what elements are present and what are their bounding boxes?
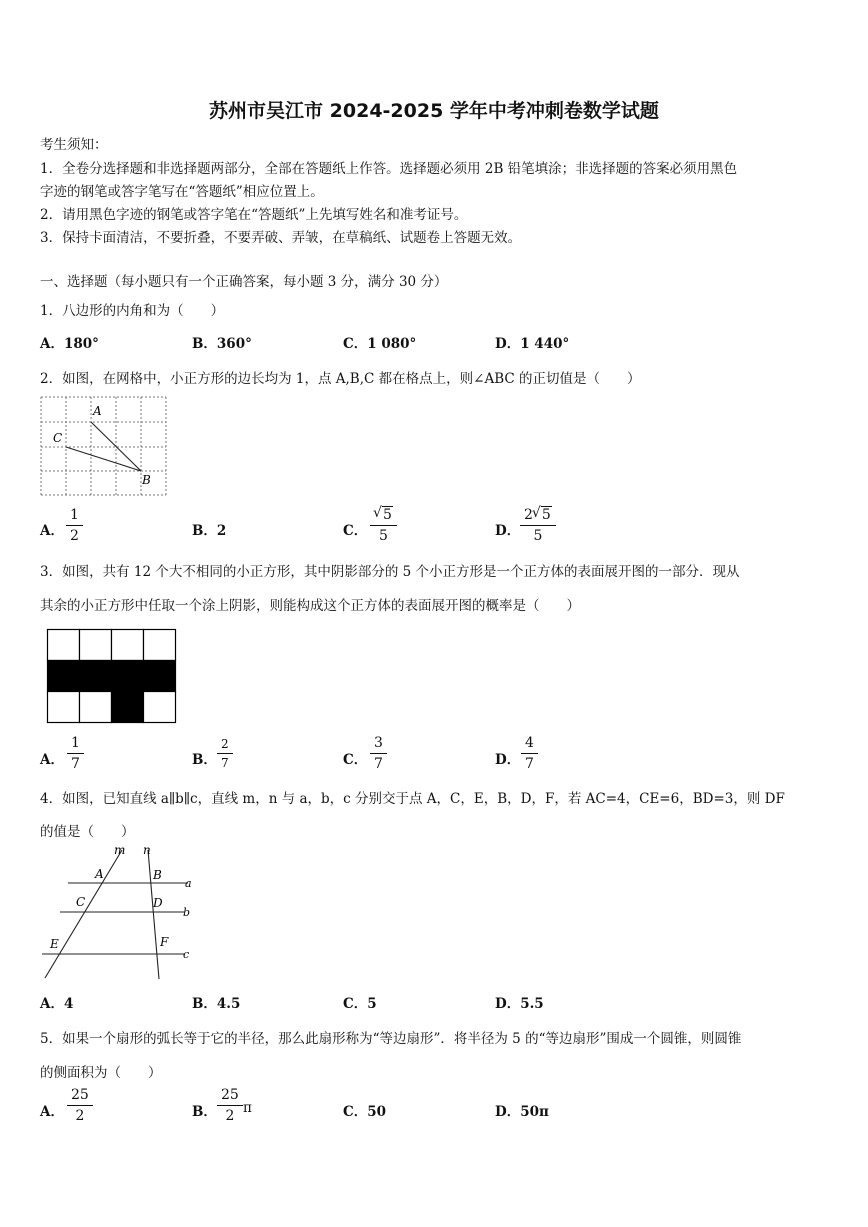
q2-a-numerator: 1 <box>70 507 79 523</box>
q3-c-denominator: 7 <box>370 753 387 771</box>
q3-c-numerator: 3 <box>374 735 383 751</box>
q3-blank-square <box>80 630 112 661</box>
q5-a-numerator: 25 <box>71 1087 89 1103</box>
notice-line-1: 1．全卷分选择题和非选择题两部分，全部在答题纸上作答。选择题必须用 2B 铅笔填涂；非选择题的答案必须用黑色 <box>40 161 738 177</box>
q4-label-line-a: a <box>185 877 192 890</box>
q4-label-A: A <box>95 867 104 881</box>
notice-line-3: 2．请用黑色字迹的钢笔或答字笔在“答题纸”上先填写姓名和准考证号。 <box>40 207 468 223</box>
q2-option-b: B．2 <box>192 523 227 539</box>
q3-shaded-square <box>112 661 144 692</box>
q4-label-line-b: b <box>183 906 191 919</box>
q4-label-E: E <box>50 937 59 951</box>
q5-option-b-letter: B． <box>192 1104 217 1120</box>
q2-label-c: C <box>53 431 63 445</box>
q2-d-radicand: 5 <box>541 507 551 523</box>
notice-heading: 考生须知： <box>40 137 108 153</box>
q3-blank-square <box>48 630 80 661</box>
q4-label-C: C <box>76 895 86 909</box>
q4-label-line-c: c <box>183 948 190 961</box>
q3-square-grid <box>46 628 178 725</box>
q2-option-d-letter: D． <box>495 523 521 539</box>
q5-option-b-pi: π <box>243 1100 252 1116</box>
q2-option-a-letter: A． <box>40 523 64 539</box>
q1-option-a: A．180° <box>40 336 99 352</box>
q2-d-coefficient: 2 <box>524 507 533 523</box>
q2-option-a-fraction <box>68 508 81 543</box>
q3-d-numerator: 4 <box>525 735 534 751</box>
q3-blank-square <box>144 692 176 723</box>
q4-label-B: B <box>153 868 162 882</box>
q2-label-b: B <box>142 473 151 487</box>
q3-b-denominator: 7 <box>217 753 233 769</box>
q5-b-denominator: 2 <box>217 1105 243 1123</box>
q3-shaded-square <box>80 661 112 692</box>
q3-option-c-letter: C． <box>343 752 368 768</box>
q3-blank-square <box>80 692 112 723</box>
q1-option-c: C．1 080° <box>343 336 417 352</box>
q3-shaded-square <box>144 661 176 692</box>
q2-grid-figure <box>40 396 170 498</box>
q3-option-a-fraction <box>69 736 82 771</box>
q4-option-c: C．5 <box>343 996 377 1012</box>
question-2-stem: 2．如图，在网格中，小正方形的边长均为 1，点 A,B,C 都在格点上，则∠ABC 的正切值是（ ） <box>40 371 641 387</box>
question-1-stem: 1．八边形的内角和为（ ） <box>40 303 225 319</box>
notice-line-4: 3．保持卡面清洁，不要折叠，不要弄破、弄皱，在草稿纸、试题卷上答题无效。 <box>40 230 522 246</box>
notice-line-2: 字迹的钢笔或答字笔写在“答题纸”相应位置上。 <box>40 184 324 200</box>
q5-a-denominator: 2 <box>67 1105 93 1123</box>
q5-option-a-fraction <box>69 1088 91 1123</box>
q3-option-d-letter: D． <box>495 752 521 768</box>
q4-option-a: A．4 <box>40 996 74 1012</box>
q4-option-d: D．5.5 <box>495 996 544 1012</box>
q5-option-a-letter: A． <box>40 1104 64 1120</box>
q3-shaded-square <box>48 661 80 692</box>
q3-option-a-letter: A． <box>40 752 64 768</box>
q2-d-denominator: 5 <box>520 525 556 543</box>
q2-a-denominator: 2 <box>66 525 83 543</box>
q3-option-b-fraction <box>219 738 231 769</box>
q5-b-numerator: 25 <box>221 1087 239 1103</box>
page-title: 苏州市吴江市 2024-2025 学年中考冲刺卷数学试题 <box>209 100 659 122</box>
q3-blank-square <box>112 630 144 661</box>
q4-label-m: m <box>114 843 126 857</box>
q1-option-b: B．360° <box>192 336 252 352</box>
q5-option-c: C．50 <box>343 1104 387 1120</box>
q4-label-n: n <box>143 843 151 857</box>
question-5-stem-line-2: 的侧面积为（ ） <box>40 1065 162 1081</box>
q2-label-a: A <box>93 404 102 418</box>
q4-option-b: B．4.5 <box>192 996 241 1012</box>
q4-label-D: D <box>153 896 163 910</box>
q3-option-d-fraction <box>523 736 536 771</box>
q4-parallel-lines-figure <box>38 842 198 982</box>
q5-option-b-fraction <box>219 1088 241 1123</box>
q2-option-c-fraction <box>372 508 395 543</box>
q2-c-denominator: 5 <box>370 525 397 543</box>
q3-option-c-fraction <box>372 736 385 771</box>
q3-shaded-square <box>112 692 144 723</box>
q3-blank-square <box>48 692 80 723</box>
q2-c-radicand: 5 <box>383 507 392 523</box>
q1-option-d: D．1 440° <box>495 336 570 352</box>
q2-option-c-letter: C． <box>343 523 368 539</box>
question-4-stem-line-1: 4．如图，已知直线 a∥b∥c，直线 m，n 与 a，b，c 分别交于点 A，C，E，B，D，F，若 AC=4，CE=6，BD=3，则 DF <box>40 791 785 807</box>
question-3-stem-line-1: 3．如图，共有 12 个大不相同的小正方形，其中阴影部分的 5 个小正方形是一个正方体的表面展开图的一部分．现从 <box>40 564 740 580</box>
question-4-stem-line-2: 的值是（ ） <box>40 824 135 840</box>
q3-a-denominator: 7 <box>67 753 84 771</box>
q4-label-F: F <box>160 935 169 949</box>
section-heading: 一、选择题（每小题只有一个正确答案，每小题 3 分，满分 30 分） <box>40 274 448 290</box>
q2-option-d-fraction <box>522 508 554 543</box>
q3-blank-square <box>144 630 176 661</box>
question-5-stem-line-1: 5．如果一个扇形的弧长等于它的半径，那么此扇形称为“等边扇形”．将半径为 5 的“等边扇形”围成一个圆锥，则圆锥 <box>40 1031 742 1047</box>
q5-option-d: D．50π <box>495 1104 549 1120</box>
question-3-stem-line-2: 其余的小正方形中任取一个涂上阴影，则能构成这个正方体的表面展开图的概率是（ ） <box>40 598 580 614</box>
q3-d-denominator: 7 <box>521 753 538 771</box>
q3-b-numerator: 2 <box>221 737 229 751</box>
q3-option-b-letter: B． <box>192 752 217 768</box>
q3-a-numerator: 1 <box>71 735 80 751</box>
